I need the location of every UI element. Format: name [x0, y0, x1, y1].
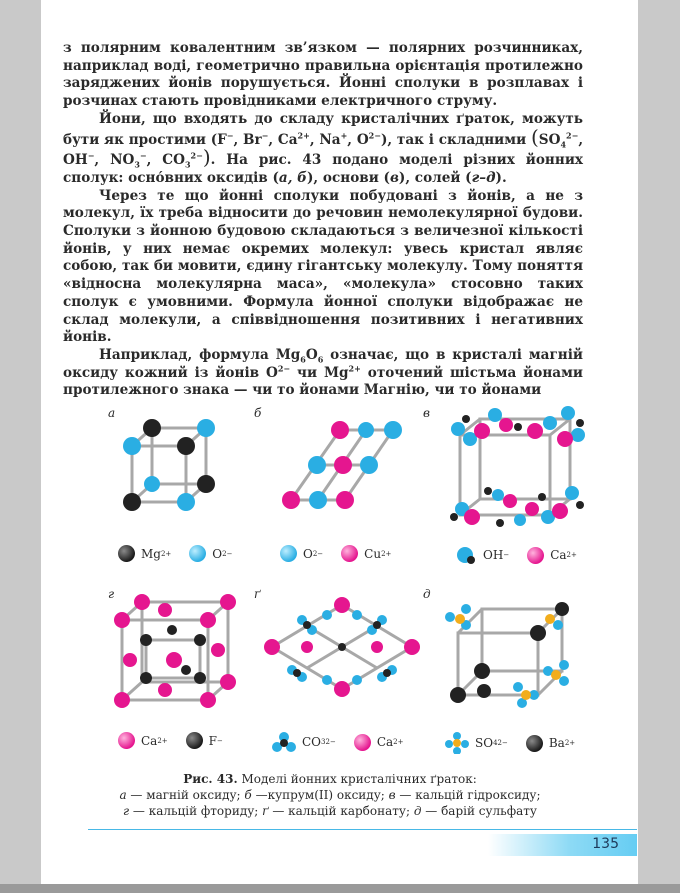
paragraph-1: з полярним ковалентним зв’язком — полярних розчинниках, наприклад воді, геометрично правильна орієнтація протилежно заряджених йонів порушується. Йонні сполуки в розплавах і розчинах стають провідниками електричного струму. — [63, 40, 583, 110]
pink-ion-swatch — [354, 734, 371, 751]
lattice-caoh2 — [440, 405, 590, 530]
ion-blue — [177, 493, 195, 511]
lattice-mgo — [110, 410, 230, 520]
panel-letter-g2: ґ — [254, 587, 261, 601]
footer-rule — [88, 829, 637, 830]
hydroxide-icon — [455, 545, 477, 565]
legend-g: Ca 2+ F − — [118, 732, 223, 749]
black-ion-swatch — [118, 545, 135, 562]
legend-b: O 2− Cu 2+ — [280, 545, 391, 562]
black-ion-swatch — [186, 732, 203, 749]
ion-black — [143, 419, 161, 437]
panel-letter-g: г — [108, 587, 115, 601]
ion-blue — [197, 419, 215, 437]
body-text — [63, 40, 583, 400]
lattice-caf2 — [110, 590, 240, 710]
pink-ion-swatch — [341, 545, 358, 562]
lattice-baso4 — [438, 595, 578, 715]
pink-ion-swatch — [118, 732, 135, 749]
ion-blue — [144, 476, 160, 492]
paragraph-3: Через те що йонні сполуки побудовані з йонів, а не з молекул, їх треба відносити до речовин немолекулярної будови. Сполуки з йонною будовою складаються з величезної кількості йонів, у них немає окремих молекул: увесь кристал являє собою, так би мовити, єдину гігантську молекулу. Тому поняття «відносна молекулярна маса», «молекула» стосовно таких сполук є умовними. Формула йонної сполуки відображає не склад молекули, а співвідношення позитивних і негативних йонів. — [63, 187, 583, 346]
legend-g2: CO 3 2− Ca 2+ — [272, 732, 404, 752]
ion-blue — [123, 437, 141, 455]
paragraph-2: Йони, що входять до складу кристалічних ґраток, можуть бути як простими (F−, Br−, $Ca^{2+}$, Na+, $O^{2-}$), так і складними ($SO_4^{2-}$, OH−, $NO_3^-$, $CO_3^{2-}$). На рис. 43 подано моделі різних йонних сполук: осно́вних оксидів (а, б), основи (в), солей (г–д). — [63, 110, 584, 186]
legend-a: Mg 2+ O 2− — [118, 545, 232, 562]
blue-ion-swatch — [280, 545, 297, 562]
ion-black — [197, 475, 215, 493]
lattice-cuo — [265, 410, 415, 520]
blue-ion-swatch — [189, 545, 206, 562]
paragraph-4: Наприклад, формула $Mg_6O_6$ означає, що в кристалі магній оксиду кожний із йонів $O^{2-}$ чи $Mg^{2+}$ оточений шістьма йонами протилежного знака — чи то йонами Магнію, чи то йонами — [63, 346, 583, 399]
panel-letter-a: а — [108, 406, 116, 420]
figure-caption: Рис. 43. Моделі йонних кристалічних ґраток: а — магній оксиду; б —купрум(II) оксиду; в — кальцій гідроксиду; г — кальцій фториду; ґ — кальцій карбонату; д — барій сульфату — [119, 772, 541, 818]
legend-d: SO 4 2− Ba 2+ — [445, 732, 575, 754]
panel-letter-b: б — [254, 406, 262, 420]
page-number-bar — [488, 834, 637, 856]
ion-black — [123, 493, 141, 511]
carbonate-icon — [272, 732, 296, 752]
pink-ion-swatch — [527, 547, 544, 564]
black-ion-swatch — [526, 735, 543, 752]
page-number: 135 — [592, 836, 619, 852]
legend-v: OH − Ca 2+ — [455, 545, 577, 565]
lattice-caco3 — [262, 595, 422, 705]
panel-letter-v: в — [423, 406, 430, 420]
page-bottom-shadow — [0, 884, 680, 893]
ion-black — [177, 437, 195, 455]
sulfate-icon — [445, 732, 469, 754]
panel-letter-d: д — [423, 587, 431, 601]
